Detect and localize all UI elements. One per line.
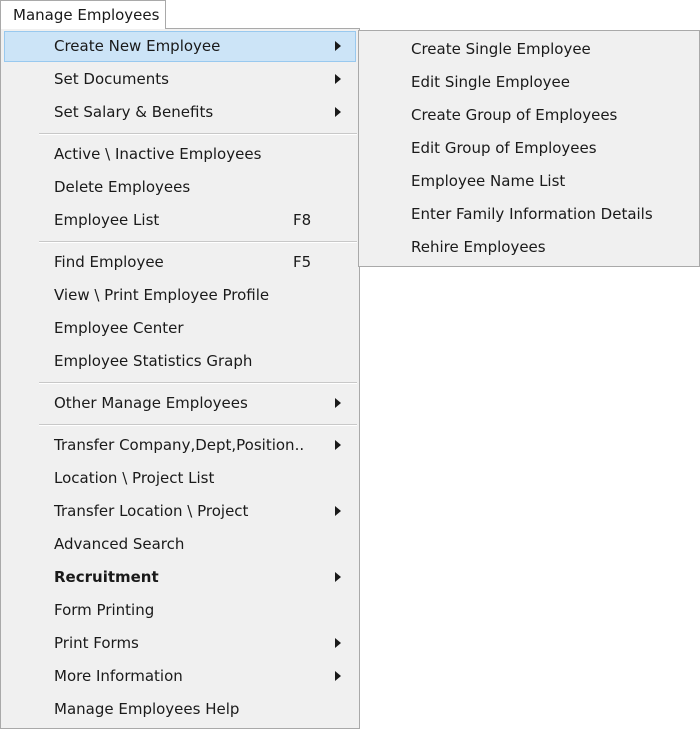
submenu-item-label: Employee Name List [411, 172, 566, 190]
menu-item-label: Transfer Company,Dept,Position.. [54, 436, 305, 454]
menu-item-advanced-search[interactable] [4, 529, 356, 560]
submenu-item-edit-single-employee[interactable] [362, 67, 696, 98]
submenu-item-label: Create Single Employee [411, 40, 591, 58]
menu-item-print-forms[interactable] [4, 628, 356, 659]
submenu-arrow-icon [335, 107, 341, 117]
menu-item-recruitment[interactable] [4, 562, 356, 593]
submenu-item-label: Enter Family Information Details [411, 205, 653, 223]
submenu-arrow-icon [335, 671, 341, 681]
submenu-item-label: Rehire Employees [411, 238, 546, 256]
submenu-item-create-single-employee[interactable] [362, 34, 696, 65]
menu-item-shortcut: F5 [293, 253, 312, 271]
submenu-arrow-icon [335, 398, 341, 408]
menu-item-manage-employees-help[interactable] [4, 694, 356, 725]
menu-separator [39, 424, 357, 426]
menu-item-label: Manage Employees Help [54, 700, 240, 718]
menu-item-label: Active \ Inactive Employees [54, 145, 262, 163]
menu-tab-manage-employees[interactable] [0, 0, 166, 29]
menu-item-label: Employee List [54, 211, 160, 229]
menu-item-label: Employee Center [54, 319, 184, 337]
menu-separator [39, 241, 357, 243]
menu-item-other-manage-employees[interactable] [4, 388, 356, 419]
menu-item-label: Recruitment [54, 568, 159, 586]
submenu-item-label: Edit Group of Employees [411, 139, 597, 157]
menu-item-label: Create New Employee [54, 37, 221, 55]
manage-employees-menu [0, 28, 360, 729]
menu-item-delete-employees[interactable] [4, 172, 356, 203]
menu-item-form-printing[interactable] [4, 595, 356, 626]
submenu-arrow-icon [335, 506, 341, 516]
menu-item-employee-center[interactable] [4, 313, 356, 344]
menu-item-label: Employee Statistics Graph [54, 352, 253, 370]
menu-item-label: Form Printing [54, 601, 155, 619]
menu-item-label: Advanced Search [54, 535, 185, 553]
menu-item-employee-statistics-graph[interactable] [4, 346, 356, 377]
menu-item-shortcut: F8 [293, 211, 312, 229]
menu-item-label: More Information [54, 667, 183, 685]
menu-item-more-information[interactable] [4, 661, 356, 692]
menu-item-view-print-employee-profile[interactable] [4, 280, 356, 311]
menu-tab-label: Manage Employees [13, 6, 160, 24]
menu-item-active-inactive-employees[interactable] [4, 139, 356, 170]
menu-item-label: Other Manage Employees [54, 394, 248, 412]
menu-item-find-employee[interactable] [4, 247, 356, 278]
menu-item-employee-list[interactable] [4, 205, 356, 236]
submenu-item-edit-group-of-employees[interactable] [362, 133, 696, 164]
menu-item-label: Transfer Location \ Project [54, 502, 249, 520]
submenu-item-label: Edit Single Employee [411, 73, 570, 91]
submenu-item-create-group-of-employees[interactable] [362, 100, 696, 131]
submenu-item-enter-family-information-details[interactable] [362, 199, 696, 230]
menu-item-transfer-company-dept-position[interactable] [4, 430, 356, 461]
menu-item-label: Print Forms [54, 634, 139, 652]
submenu-arrow-icon [335, 440, 341, 450]
menu-item-label: Set Documents [54, 70, 169, 88]
menu-item-label: Find Employee [54, 253, 164, 271]
menu-item-label: View \ Print Employee Profile [54, 286, 270, 304]
menu-item-label: Delete Employees [54, 178, 191, 196]
submenu-arrow-icon [335, 572, 341, 582]
menu-item-set-documents[interactable] [4, 64, 356, 95]
submenu-arrow-icon [335, 74, 341, 84]
submenu-arrow-icon [335, 638, 341, 648]
menu-item-location-project-list[interactable] [4, 463, 356, 494]
submenu-arrow-icon [335, 41, 341, 51]
menu-item-create-new-employee[interactable] [4, 31, 356, 62]
submenu-item-employee-name-list[interactable] [362, 166, 696, 197]
menu-item-label: Set Salary & Benefits [54, 103, 214, 121]
submenu-item-rehire-employees[interactable] [362, 232, 696, 263]
submenu-item-label: Create Group of Employees [411, 106, 618, 124]
menu-item-label: Location \ Project List [54, 469, 215, 487]
menu-separator [39, 382, 357, 384]
create-new-employee-submenu [358, 30, 700, 267]
menu-item-transfer-location-project[interactable] [4, 496, 356, 527]
menu-separator [39, 133, 357, 135]
menu-item-set-salary-benefits[interactable] [4, 97, 356, 128]
